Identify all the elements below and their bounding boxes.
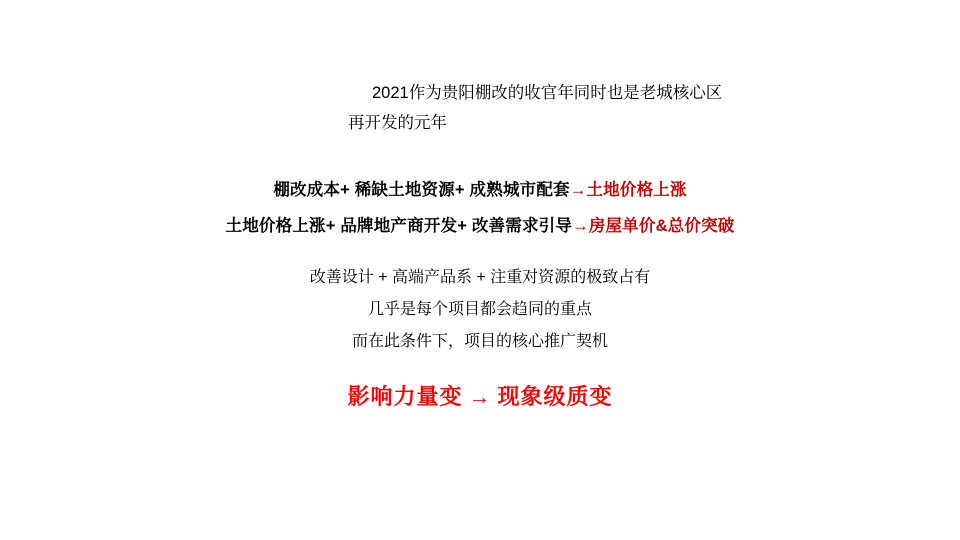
formula-2-left: 土地价格上涨+ 品牌地产商开发+ 改善需求引导 xyxy=(225,217,573,235)
formula-2-arrow-icon: → xyxy=(572,217,589,235)
conclusion-left: 影响力量变 xyxy=(347,384,463,409)
formula-row-1 xyxy=(0,172,960,208)
intro-line-2: 再开发的元年 xyxy=(348,114,447,132)
middle-line-2: 几乎是每个项目都会趋同的重点 xyxy=(367,301,592,318)
formula-1-left: 棚改成本+ 稀缺土地资源+ 成熟城市配套 xyxy=(273,181,570,199)
middle-line-1: 改善设计 + 高端产品系 + 注重对资源的极致占有 xyxy=(309,269,651,286)
conclusion-arrow-icon: → xyxy=(468,384,492,409)
formula-row-2 xyxy=(0,208,960,244)
formula-1-right: 土地价格上涨 xyxy=(586,181,687,199)
conclusion-statement xyxy=(0,380,960,411)
formula-2-right: 房屋单价&总价突破 xyxy=(588,217,735,235)
formula-block xyxy=(0,172,960,244)
intro-line-1: 2021作为贵阳棚改的收官年同时也是老城核心区 xyxy=(372,84,723,102)
intro-paragraph xyxy=(235,78,755,138)
middle-paragraph xyxy=(0,262,960,358)
formula-1-arrow-icon: → xyxy=(569,181,587,199)
conclusion-right: 现象级质变 xyxy=(497,384,613,409)
middle-line-3: 而在此条件下，项目的核心推广契机 xyxy=(351,333,608,350)
